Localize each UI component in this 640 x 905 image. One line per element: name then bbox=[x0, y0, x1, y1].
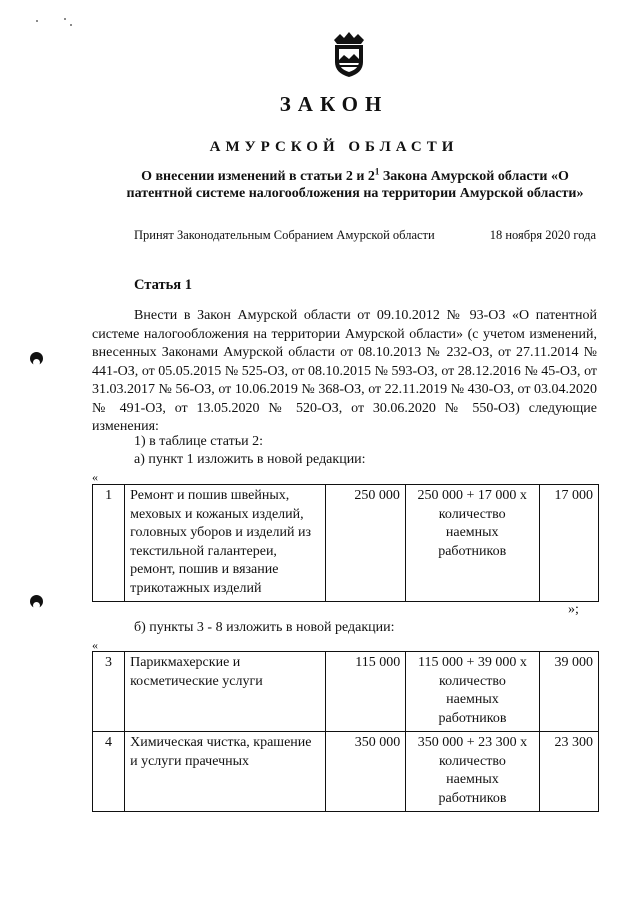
table-row bbox=[93, 485, 599, 602]
subject-text-part2: Закона Амурской области «О патентной системе налогообложения на территории Амурской области» bbox=[126, 169, 584, 201]
law-title: ЗАКОН bbox=[279, 92, 389, 116]
item-b-line: б) пункты 3 - 8 изложить в новой редакции: bbox=[134, 620, 395, 635]
income-formula-cell: 350 000 + 23 300 х количество наемных работников bbox=[406, 732, 540, 812]
table-row bbox=[93, 732, 599, 812]
open-quote: « bbox=[92, 470, 98, 484]
income-formula-cell: 250 000 + 17 000 х количество наемных работников bbox=[405, 485, 539, 602]
article-intro-paragraph: Внести в Закон Амурской области от 09.10.2012 № 93-ОЗ «О патентной системе налогообложения на территории Амурской области» (с учетом изменений, внесенных Законами Амурской области от 08.10.2013 № 232-ОЗ, от 27.11.2014 № 441-ОЗ, от 05.05.2015 № 525-ОЗ, от 08.10.2015 № 593-ОЗ, от 28.12.2016 № 45-ОЗ, от 31.03.2017 № 56-ОЗ, от 10.06.2019 № 368-ОЗ, от 22.11.2019 № 430-ОЗ, от 03.04.2020 № 491-ОЗ, от 13.05.2020 № 520-ОЗ, от 30.06.2020 № 550-ОЗ) следующие изменения: bbox=[92, 308, 597, 434]
tariff-table-2 bbox=[92, 651, 599, 812]
income-formula-cell: 115 000 + 39 000 х количество наемных работников bbox=[406, 652, 540, 732]
table-row bbox=[93, 652, 599, 732]
per-employee-amount-cell: 23 300 bbox=[539, 732, 598, 812]
per-employee-amount-cell: 17 000 bbox=[539, 485, 598, 602]
adopted-date: 18 ноября 2020 года bbox=[489, 228, 596, 242]
per-employee-amount-cell: 39 000 bbox=[539, 652, 598, 732]
subject-superscript: 1 bbox=[374, 166, 380, 177]
adoption-line bbox=[134, 228, 596, 243]
article-heading: Статья 1 bbox=[134, 277, 192, 293]
base-income-cell: 250 000 bbox=[325, 485, 405, 602]
base-income-cell: 115 000 bbox=[326, 652, 406, 732]
hole-punch-mark bbox=[30, 352, 43, 365]
activity-name-cell: Химическая чистка, крашение и услуги прачечных bbox=[125, 732, 326, 812]
hole-punch-mark bbox=[30, 595, 43, 608]
item-a-line: а) пункт 1 изложить в новой редакции: bbox=[134, 452, 366, 467]
coat-of-arms-icon bbox=[330, 30, 368, 78]
base-income-cell: 350 000 bbox=[326, 732, 406, 812]
tariff-table-1 bbox=[92, 484, 599, 602]
close-quote: »; bbox=[568, 602, 579, 617]
region-name: АМУРСКОЙ ОБЛАСТИ bbox=[209, 139, 459, 155]
scan-speck bbox=[36, 20, 38, 22]
law-subject bbox=[120, 168, 590, 202]
activity-name-cell: Ремонт и пошив швейных, меховых и кожаных изделий, головных уборов и изделий из текстильной галантереи, ремонт, пошив и вязание трикотажных изделий bbox=[125, 485, 326, 602]
open-quote: « bbox=[92, 638, 98, 652]
activity-name-cell: Парикмахерские и косметические услуги bbox=[125, 652, 326, 732]
adopted-by: Принят Законодательным Собранием Амурской области bbox=[134, 228, 435, 242]
item-1-line: 1) в таблице статьи 2: bbox=[134, 434, 263, 449]
subject-text-part1: О внесении изменений в статьи 2 и 2 bbox=[141, 169, 375, 184]
row-number-cell: 3 bbox=[93, 652, 125, 732]
scan-speck bbox=[70, 24, 72, 26]
row-number-cell: 1 bbox=[93, 485, 125, 602]
row-number-cell: 4 bbox=[93, 732, 125, 812]
scan-speck bbox=[64, 18, 66, 20]
